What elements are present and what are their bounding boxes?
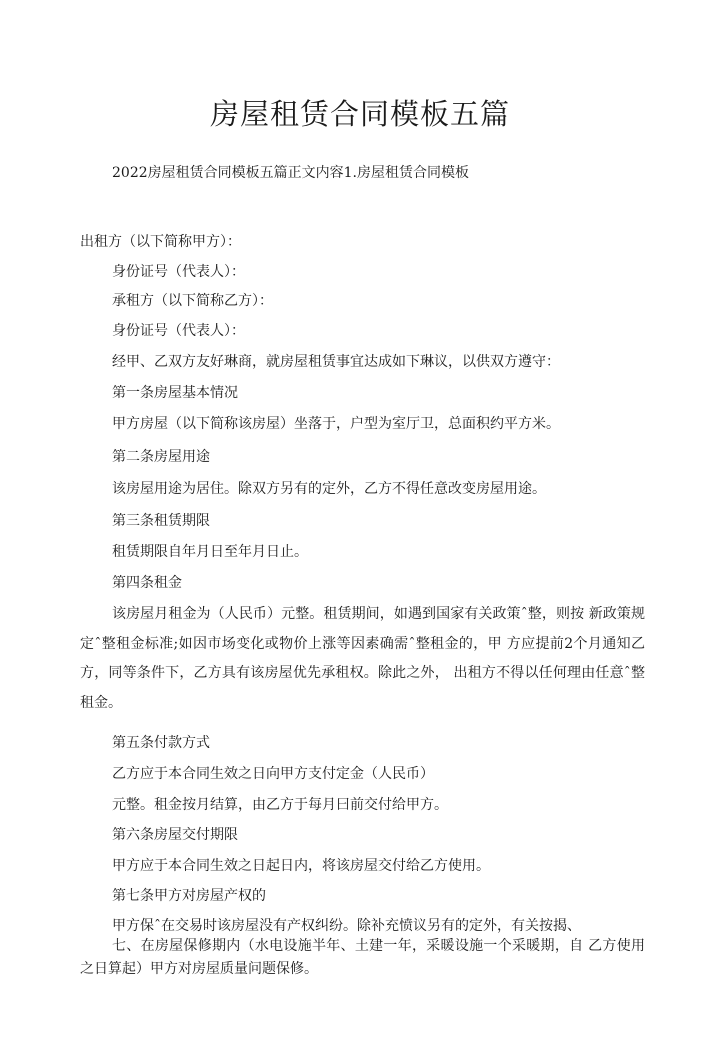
article-5-text-1: 乙方应于本合同生效之日向甲方支付定金（人民币）	[112, 766, 434, 782]
article-4-paragraph: 该房屋月租金为（人民币）元整。租赁期间，如遇到国家有关政策ˆ整，则按 新政策规定ˆ整租金标准;如因市场变化或物价上涨等因素确需ˆ整租金的，甲 方应提前2个月通知乙方，同等条件下，乙方具有该房屋优先承租权。除此之外， 出租方不得以任何理由任意ˆ整租金。	[80, 606, 645, 711]
article-7-text: 甲方保ˆ在交易时该房屋没有产权纠纷。除补充愤议另有的定外，有关按揭、	[112, 918, 581, 934]
article-4-heading: 第四条租金	[112, 575, 182, 591]
article-2-text: 该房屋用途为居住。除双方另有的定外，乙方不得任意改变房屋用途。	[112, 481, 546, 497]
lessor-line: 出租方（以下简称甲方）：	[80, 234, 241, 250]
intro-line: 经甲、乙双方友好琳商，就房屋租赁事宜达成如下琳议，以供双方遵守：	[112, 354, 560, 370]
article-1-heading: 第一条房屋基本情况	[112, 385, 238, 401]
article-3-heading: 第三条租赁期限	[112, 513, 210, 529]
lessee-line: 承租方（以下简称乙方）：	[112, 293, 273, 309]
article-3-text: 租赁期限自年月日至年月日止。	[112, 544, 308, 560]
lessee-id-line: 身份证号（代表人）：	[112, 323, 245, 339]
article-6-heading: 第六条房屋交付期限	[112, 827, 238, 843]
article-1-text: 甲方房屋（以下简称该房屋）坐落于，户型为室厅卫，总面积约平方米。	[112, 416, 560, 432]
article-6-text: 甲方应于本合同生效之日起日内，将该房屋交付给乙方使用。	[112, 858, 490, 874]
document-subtitle: 2022房屋租赁合同模板五篇正文内容1.房屋租赁合同模板	[112, 165, 469, 181]
article-7-heading: 第七条甲方对房屋产权的	[112, 888, 266, 904]
lessor-id-line: 身份证号（代表人）：	[112, 264, 245, 280]
document-title: 房屋租赁合同模板五篇	[209, 97, 510, 131]
article-5-heading: 第五条付款方式	[112, 735, 210, 751]
article-5-text-2: 元整。租金按月结算，由乙方于每月曰前交付给甲方。	[112, 797, 448, 813]
article-2-heading: 第二条房屋用途	[112, 449, 210, 465]
article-7-item: 七、在房屋保修期内（水电设施半年、土建一年，采暖设施一个采暖期，自 乙方使用之日算起）甲方对房屋质量问题保修。	[80, 938, 645, 977]
